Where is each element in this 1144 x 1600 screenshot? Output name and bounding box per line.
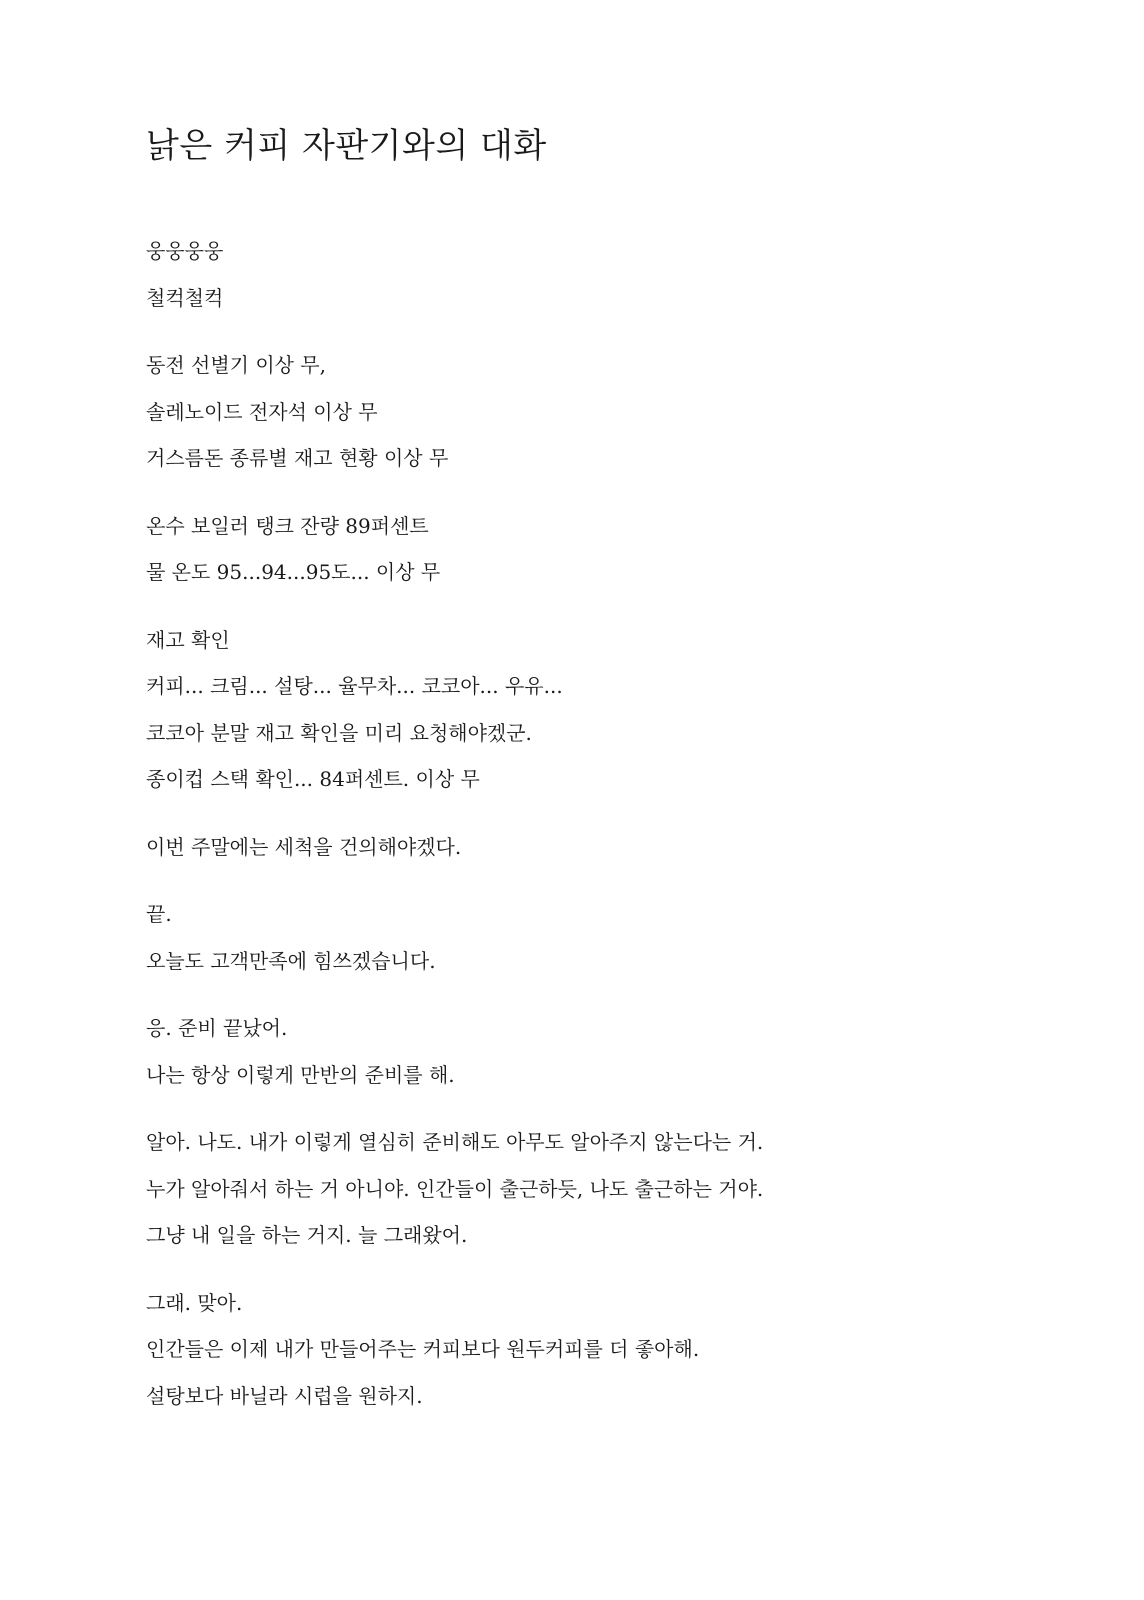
stanza — [146, 824, 1046, 871]
stanza — [146, 1119, 1046, 1259]
document-body — [146, 228, 1046, 1419]
stanza — [146, 503, 1046, 596]
text-line: 커피... 크림... 설탕... 율무차... 코코아... 우유... — [146, 674, 563, 698]
text-line: 종이컵 스택 확인... 84퍼센트. 이상 무 — [146, 767, 480, 791]
text-line: 코코아 분말 재고 확인을 미리 요청해야겠군. — [146, 720, 532, 745]
text-line: 솔레노이드 전자석 이상 무 — [146, 399, 378, 424]
text-line: 알아. 나도. 내가 이렇게 열심히 준비해도 아무도 알아주지 않는다는 거. — [146, 1130, 764, 1154]
text-line: 온수 보일러 탱크 잔량 89퍼센트 — [146, 513, 429, 538]
text-line: 나는 항상 이렇게 만반의 준비를 해. — [146, 1062, 455, 1087]
text-line: 그래. 맞아. — [146, 1290, 243, 1315]
text-line: 누가 알아줘서 하는 거 아니야. 인간들이 출근하듯, 나도 출근하는 거야. — [146, 1176, 764, 1201]
stanza — [146, 342, 1046, 482]
text-line: 물 온도 95...94...95도... 이상 무 — [146, 560, 441, 584]
document-page — [146, 118, 1046, 1440]
text-line: 동전 선별기 이상 무, — [146, 353, 326, 377]
text-line: 인간들은 이제 내가 만들어주는 커피보다 원두커피를 더 좋아해. — [146, 1337, 700, 1361]
text-line: 오늘도 고객만족에 힘쓰겠습니다. — [146, 948, 436, 973]
text-line: 끝. — [146, 902, 172, 926]
text-line: 응. 준비 끝났어. — [146, 1016, 288, 1040]
stanza — [146, 228, 1046, 321]
text-line: 거스름돈 종류별 재고 현황 이상 무 — [146, 446, 449, 470]
stanza — [146, 617, 1046, 803]
text-line: 설탕보다 바닐라 시럽을 원하지. — [146, 1383, 423, 1408]
text-line: 철컥철컥 — [146, 285, 224, 310]
text-line: 재고 확인 — [146, 627, 230, 652]
stanza — [146, 1280, 1046, 1420]
text-line: 그냥 내 일을 하는 거지. 늘 그래왔어. — [146, 1223, 468, 1247]
stanza — [146, 891, 1046, 984]
text-line: 이번 주말에는 세척을 건의해야겠다. — [146, 834, 462, 859]
document-title: 낡은 커피 자판기와의 대화 — [146, 126, 547, 166]
stanza — [146, 1005, 1046, 1098]
text-line: 웅웅웅웅 — [146, 239, 224, 263]
